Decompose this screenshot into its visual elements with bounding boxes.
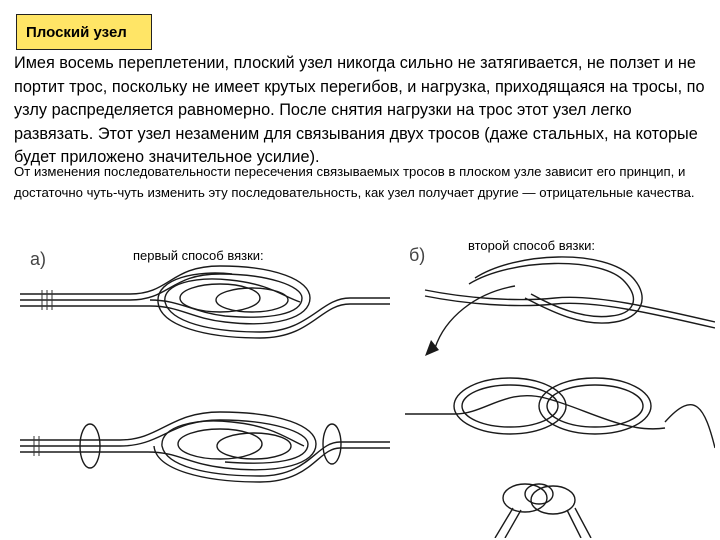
main-paragraph: Имея восемь переплетении, плоский узел никогда сильно не затягивается, не ползет и не портит трос, поскольку не имеет крутых перегибов, и нагрузка, приходящаяся на тросы, по узлу распределяется равномерно. После снятия нагрузки на трос этот узел легко развязать. Этот узел незаменим для связывания двух тросов (даже стальных, на которые будет приложено значительное усилие). xyxy=(14,54,705,166)
secondary-paragraph: От изменения последовательности пересечения связываемых тросов в плоском узле зависит его принцип, и достаточно чуть-чуть изменить эту последовательность, как узел получает другие — отрицательные качества. xyxy=(14,164,695,200)
figure-b-step-2-knot xyxy=(405,378,715,448)
figure-b-step-3-knot xyxy=(495,484,591,538)
slide-title: Плоский узел xyxy=(16,14,152,50)
figure-b-caption: второй способ вязки: xyxy=(468,238,596,253)
figure-a-step-2-knot xyxy=(20,412,390,482)
figure-a-step-1-knot xyxy=(20,266,390,338)
figure-b-step-1-loop xyxy=(425,257,715,356)
figure-a-knot-illustration xyxy=(20,262,390,492)
figure-b-label: б) xyxy=(409,245,426,265)
figure-b-knot-illustration xyxy=(405,238,715,538)
figure-a-caption: первый способ вязки: xyxy=(133,248,264,263)
figure-a-label: а) xyxy=(30,249,47,269)
